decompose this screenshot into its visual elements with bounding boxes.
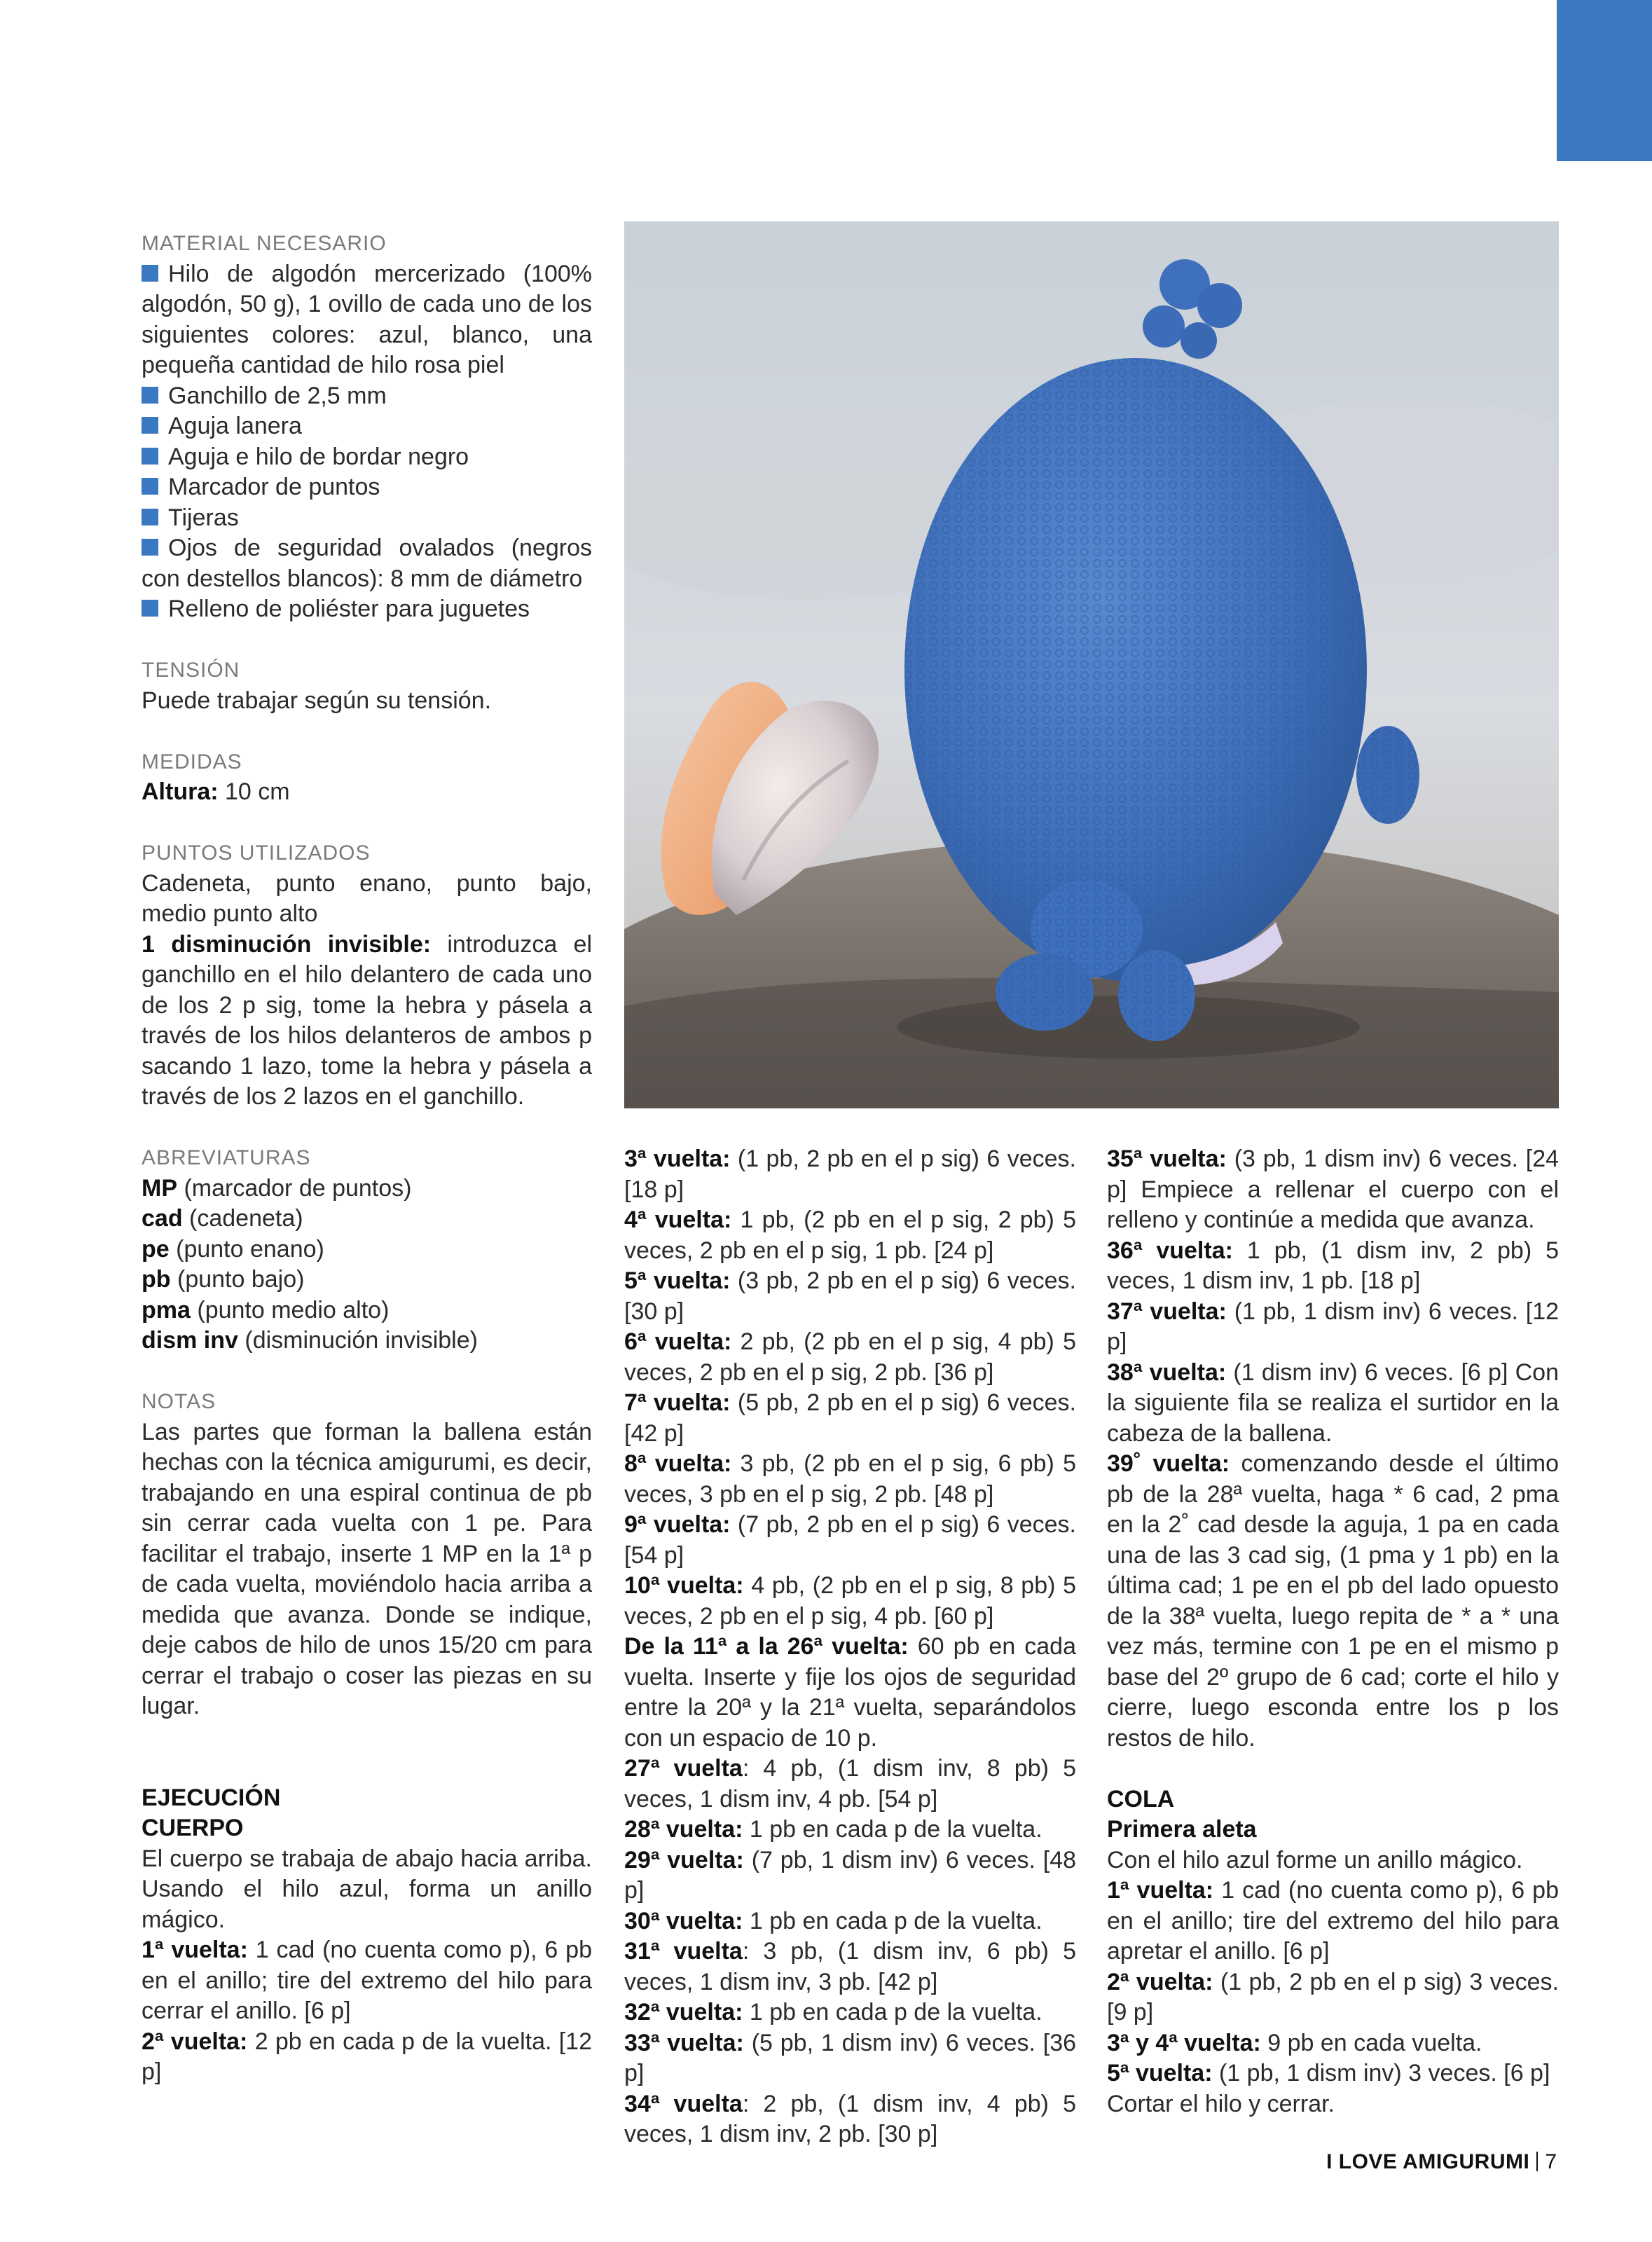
round-instruction: 30ª vuelta: 1 pb en cada p de la vuelta. (624, 1907, 1042, 1934)
ejecucion-title: EJECUCIÓN (142, 1784, 281, 1811)
round-instruction: 33ª vuelta: (5 pb, 1 dism inv) 6 veces. [36 p] (624, 2029, 1077, 2086)
round-instruction: 31ª vuelta: 3 pb, (1 dism inv, 6 pb) 5 veces, 1 dism inv, 3 pb. [42 p] (624, 1938, 1076, 1995)
round-instruction: 34ª vuelta: 2 pb, (1 dism inv, 4 pb) 5 veces, 1 dism inv, 2 pb. [30 p] (624, 2090, 1076, 2147)
square-bullet-icon (142, 539, 158, 556)
primera-aleta-subtitle: Primera aleta (1107, 1816, 1257, 1843)
round-instruction: 3ª y 4ª vuelta: 9 pb en cada vuelta. (1107, 2029, 1482, 2056)
square-bullet-icon (142, 478, 158, 495)
corner-color-tab (1557, 0, 1652, 161)
round-instruction: 39˚ vuelta: comenzando desde el último pb de la 28ª vuelta, haga * 6 cad, 2 pma en la 2˚ cad desde la aguja, 1 pa en cada una de las 3 cad sig, (1 pma y 1 pb) en la última cad; 1 pe en el pb del lado opuesto de la 38ª vuelta, luego repita de * a * una vez más, termine con 1 pe en el mismo p base del 2º grupo de 6 cad; corte el hilo y cierre, luego esconda entre los p los restos de hilo. (1107, 1450, 1559, 1752)
material-list (142, 259, 592, 625)
puntos-heading: PUNTOS UTILIZADOS (142, 841, 371, 865)
round-instruction: 5ª vuelta: (3 pb, 2 pb en el p sig) 6 veces. [30 p] (624, 1267, 1076, 1325)
round-instruction: 8ª vuelta: 3 pb, (2 pb en el p sig, 6 pb) 5 veces, 3 pb en el p sig, 2 pb. [48 p] (624, 1450, 1076, 1508)
page-footer (1326, 2148, 1557, 2176)
page-number: 7 (1545, 2150, 1557, 2173)
abbr-item: pe (punto enano) (142, 1235, 324, 1263)
round-instruction: 9ª vuelta: (7 pb, 2 pb en el p sig) 6 veces. [54 p] (624, 1511, 1076, 1569)
material-item: Hilo de algodón mercerizado (100% algodón, 50 g), 1 ovillo de cada uno de los siguientes colores: azul, blanco, una pequeña cantidad de hilo rosa piel (142, 260, 592, 378)
middle-column (624, 1144, 1076, 2150)
round-instruction: 32ª vuelta: 1 pb en cada p de la vuelta. (624, 1999, 1042, 2026)
round-instruction: 38ª vuelta: (1 dism inv) 6 veces. [6 p] Con la siguiente fila se realiza el surtidor en la cabeza de la ballena. (1107, 1359, 1560, 1447)
round-instruction: 2ª vuelta: (1 pb, 2 pb en el p sig) 3 veces. [9 p] (1107, 1968, 1559, 2026)
abbr-item: MP (marcador de puntos) (142, 1174, 412, 1202)
abbr-item: pb (punto bajo) (142, 1266, 305, 1293)
round-instruction: 36ª vuelta: 1 pb, (1 dism inv, 2 pb) 5 veces, 1 dism inv, 1 pb. [18 p] (1107, 1237, 1560, 1294)
round-instruction: 2ª vuelta: 2 pb en cada p de la vuelta. [12 p] (142, 2028, 593, 2085)
round-instruction: 5ª vuelta: (1 pb, 1 dism inv) 3 veces. [6 p] (1107, 2060, 1550, 2086)
round-instruction: 3ª vuelta: (1 pb, 2 pb en el p sig) 6 veces. [18 p] (624, 1146, 1076, 1203)
notas-heading: NOTAS (142, 1390, 216, 1413)
square-bullet-icon (142, 600, 158, 617)
round-instruction: 1ª vuelta: 1 cad (no cuenta como p), 6 pb en el anillo; tire del extremo del hilo para apretar el anillo. [6 p] (1107, 1877, 1559, 1965)
right-column (1107, 1144, 1559, 2119)
square-bullet-icon (142, 265, 158, 282)
round-instruction: 10ª vuelta: 4 pb, (2 pb en el p sig, 8 pb) 5 veces, 2 pb en el p sig, 4 pb. [60 p] (624, 1572, 1076, 1630)
square-bullet-icon (142, 387, 158, 404)
material-item: Ojos de seguridad ovalados (negros con destellos blancos): 8 mm de diámetro (142, 535, 592, 592)
material-item: Ganchillo de 2,5 mm (142, 381, 592, 412)
material-item: Aguja e hilo de bordar negro (142, 442, 592, 473)
medidas-text: Altura: 10 cm (142, 778, 290, 805)
material-item: Tijeras (142, 503, 592, 534)
round-instruction: 35ª vuelta: (3 pb, 1 dism inv) 6 veces. [24 p] Empiece a rellenar el cuerpo con el relleno y continúe a medida que avanza. (1107, 1146, 1560, 1233)
notas-text: Las partes que forman la ballena están hechas con la técnica amigurumi, es decir, trabajando en una espiral continua de pb sin cerrar cada vuelta con 1 pe. Para facilitar el trabajo, inserte 1 MP en la 1ª p de cada vuelta, moviéndolo hacia arriba a medida que avanza. Donde se indique, deje cabos de hilo de unos 15/20 cm para cerrar el trabajo o coser las piezas en su lugar. (142, 1418, 592, 1719)
round-instruction: 29ª vuelta: (7 pb, 1 dism inv) 6 veces. [48 p] (624, 1846, 1077, 1904)
cola-title: COLA (1107, 1785, 1175, 1813)
material-heading: MATERIAL NECESARIO (142, 232, 387, 255)
abbr-item: cad (cadeneta) (142, 1205, 303, 1232)
round-instruction: 1ª vuelta: 1 cad (no cuenta como p), 6 pb en el anillo; tire del extremo del hilo para cerrar el anillo. [6 p] (142, 1937, 592, 2024)
material-item: Marcador de puntos (142, 472, 592, 503)
round-instruction: 28ª vuelta: 1 pb en cada p de la vuelta. (624, 1816, 1042, 1843)
material-item: Aguja lanera (142, 411, 592, 442)
whale-amigurumi-photo (624, 221, 1559, 1108)
round-instruction: 37ª vuelta: (1 pb, 1 dism inv) 6 veces. [12 p] (1107, 1298, 1560, 1355)
medidas-heading: MEDIDAS (142, 750, 242, 773)
round-instruction: De la 11ª a la 26ª vuelta: 60 pb en cada vuelta. Inserte y fije los ojos de seguridad entre la 20ª y la 21ª vuelta, separándolos con un espacio de 10 p. (624, 1633, 1077, 1752)
round-instruction: 4ª vuelta: 1 pb, (2 pb en el p sig, 2 pb) 5 veces, 2 pb en el p sig, 1 pb. [24 p] (624, 1206, 1076, 1264)
left-column (142, 228, 592, 2088)
material-item: Relleno de poliéster para juguetes (142, 594, 592, 625)
footer-divider (1536, 2152, 1538, 2171)
abbr-item: pma (punto medio alto) (142, 1296, 390, 1323)
abreviaturas-heading: ABREVIATURAS (142, 1146, 311, 1169)
square-bullet-icon (142, 417, 158, 434)
cuerpo-intro: El cuerpo se trabaja de abajo hacia arriba. Usando el hilo azul, forma un anillo mágico. (142, 1845, 592, 1933)
tension-text: Puede trabajar según su tensión. (142, 687, 492, 714)
cola-outro: Cortar el hilo y cerrar. (1107, 2090, 1335, 2117)
round-instruction: 7ª vuelta: (5 pb, 2 pb en el p sig) 6 veces. [42 p] (624, 1389, 1076, 1447)
round-instruction: 6ª vuelta: 2 pb, (2 pb en el p sig, 4 pb) 5 veces, 2 pb en el p sig, 2 pb. [36 p] (624, 1328, 1076, 1386)
cuerpo-subtitle: CUERPO (142, 1815, 244, 1841)
square-bullet-icon (142, 448, 158, 465)
tension-heading: TENSIÓN (142, 659, 240, 682)
magazine-brand: I LOVE AMIGURUMI (1326, 2150, 1530, 2173)
square-bullet-icon (142, 509, 158, 525)
puntos-definition: 1 disminución invisible: introduzca el ganchillo en el hilo delantero de cada uno de los 2 p sig, tome la hebra y pásela a través de los hilos delanteros de ambos p sacando 1 lazo, tome la hebra y pásela a través de los 2 lazos en el ganchillo. (142, 930, 592, 1110)
puntos-text: Cadeneta, punto enano, punto bajo, medio punto alto (142, 869, 592, 927)
abbr-item: dism inv (disminución invisible) (142, 1327, 478, 1354)
round-instruction: 27ª vuelta: 4 pb, (1 dism inv, 8 pb) 5 veces, 1 dism inv, 4 pb. [54 p] (624, 1755, 1076, 1813)
cola-intro: Con el hilo azul forme un anillo mágico. (1107, 1846, 1523, 1873)
